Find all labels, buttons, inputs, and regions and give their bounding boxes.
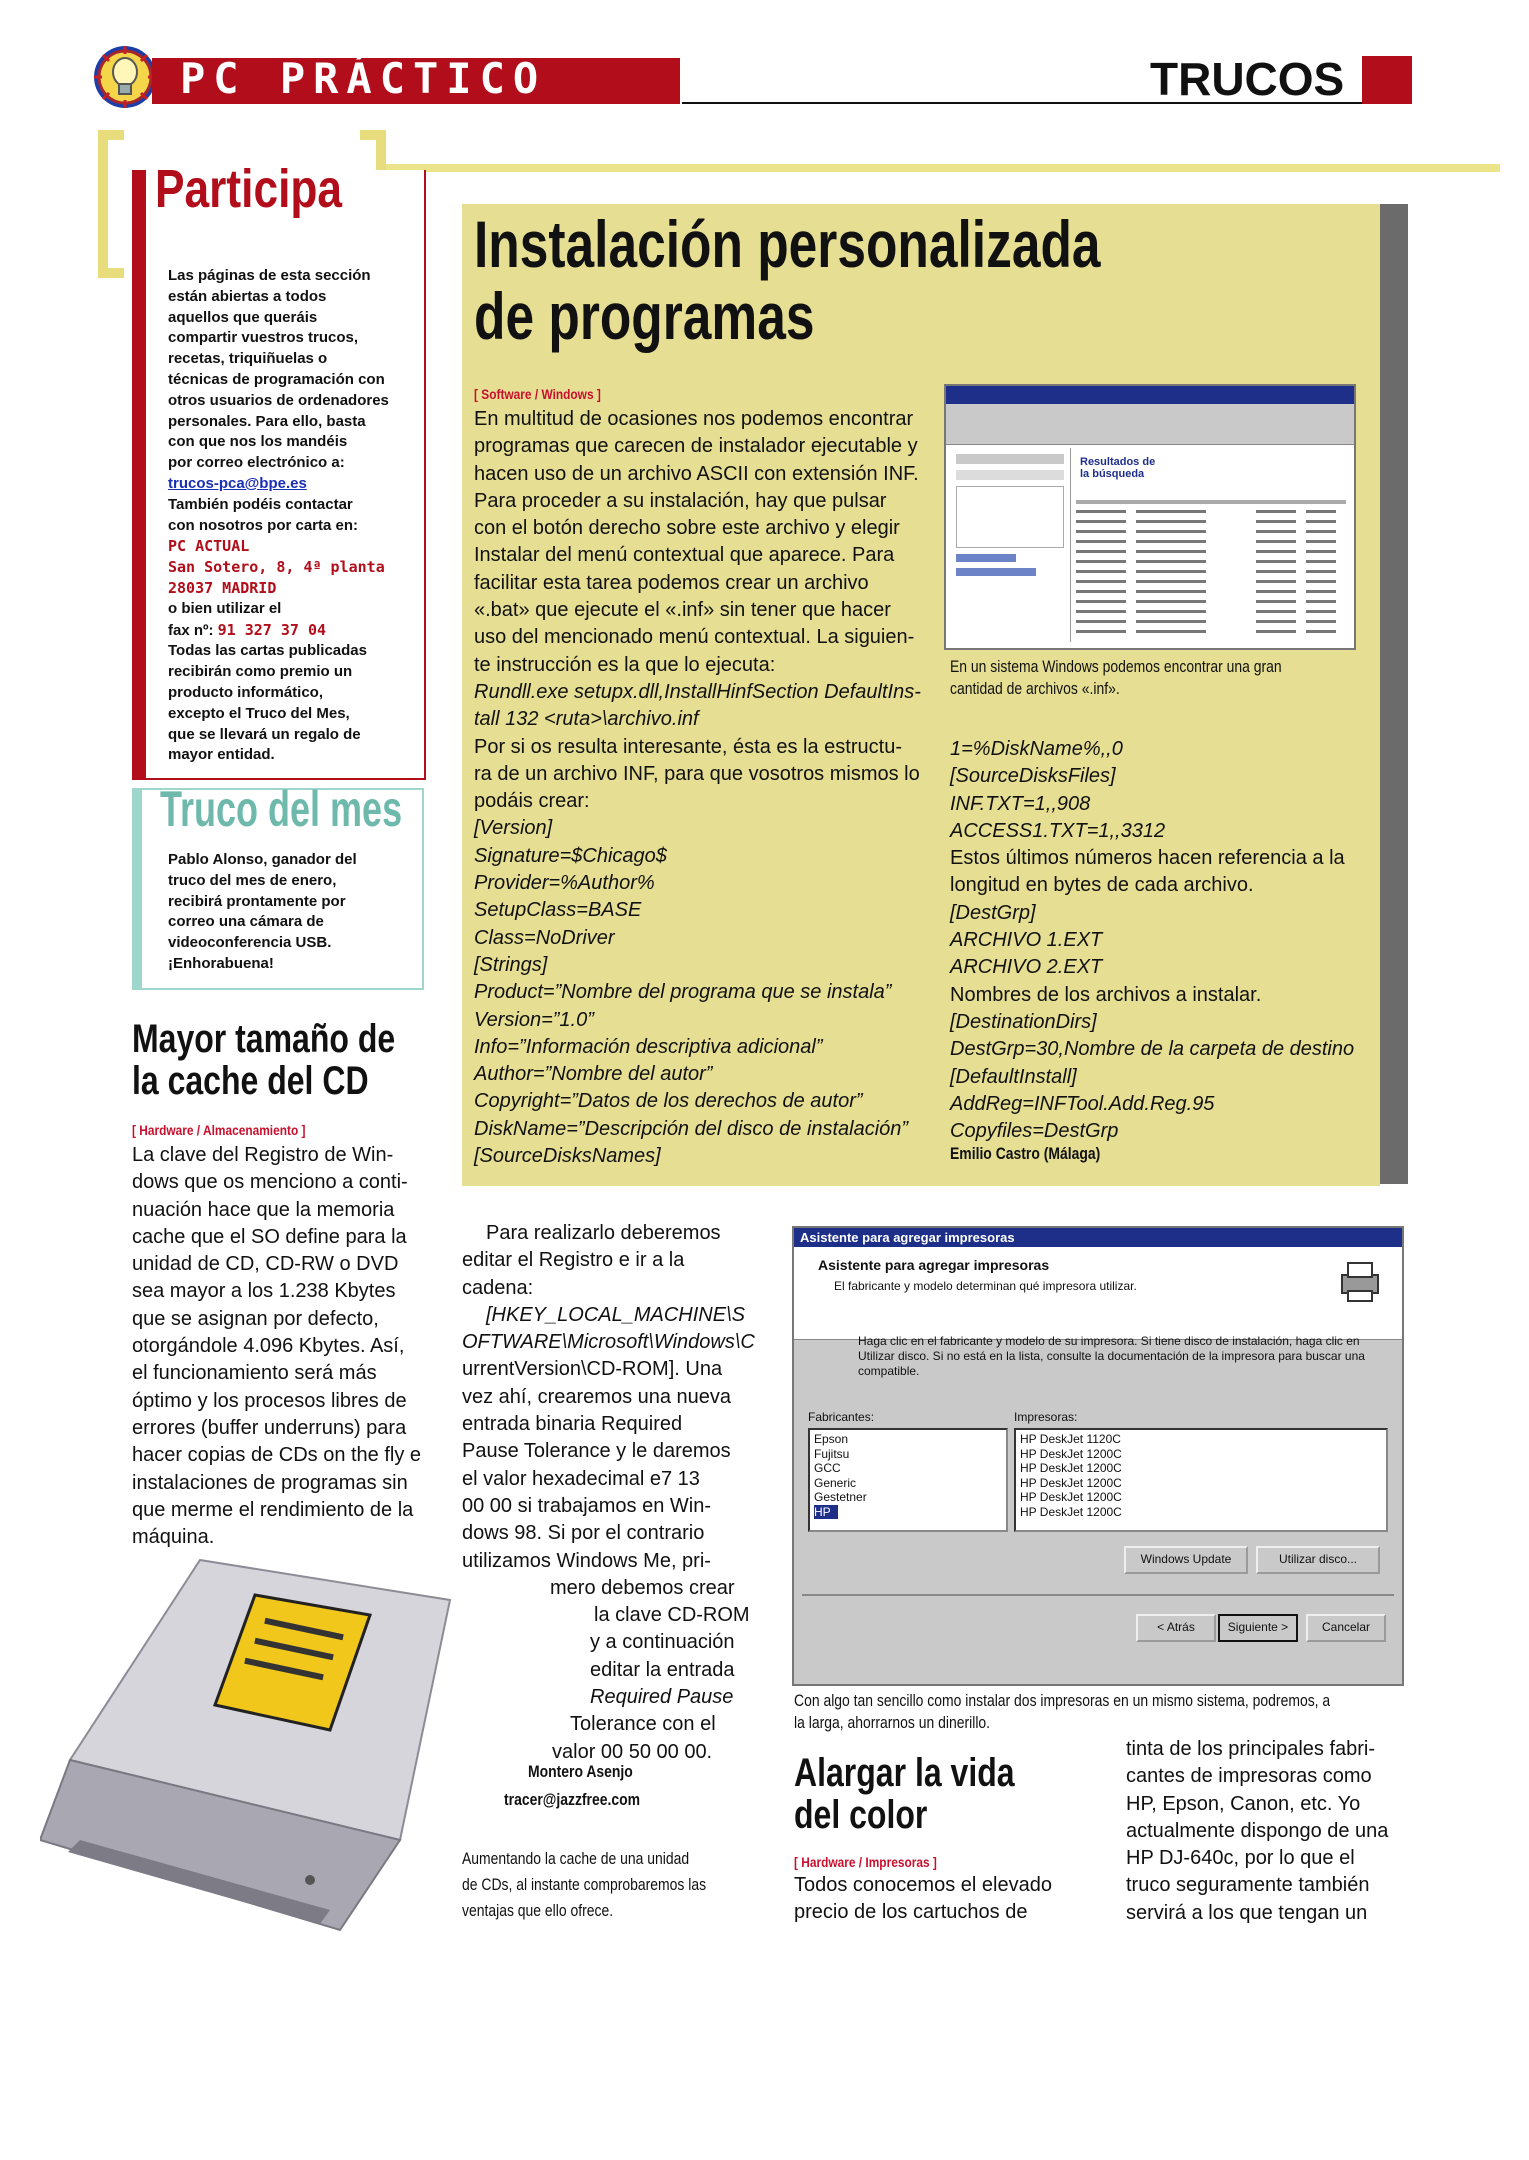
lightbulb-icon [92,44,158,110]
manufacturer-item[interactable]: Epson [814,1432,849,1446]
cache-article-kicker: [ Hardware / Almacenamiento ] [132,1122,306,1138]
screenshot-results-title: Resultados de la búsqueda [1080,456,1156,480]
color-article-title: Alargar la vida del color [794,1751,1015,1837]
feature-title: Instalación personalizada de programas [474,207,1101,353]
participa-bracket-left [98,130,124,278]
printers-list[interactable] [1014,1428,1388,1532]
cd-drive-image [40,1540,460,1940]
cache-article-title: Mayor tamaño de la cache del CD [132,1017,396,1103]
printer-item[interactable]: HP DeskJet 1200C [1020,1475,1122,1490]
manufacturers-label: Fabricantes: [808,1410,875,1424]
manufacturer-item[interactable]: Gestetner [814,1490,867,1504]
page-header [92,38,1422,108]
address-city: 28037 MADRID [168,578,277,597]
feature-author: Emilio Castro (Málaga) [950,1144,1101,1163]
color-article-body-right: tinta de los principales fabri- cantes de impresoras como HP, Epson, Canon, etc. Yo actualmente dispongo de una HP DJ-640c, por lo que el truco seguramente también servirá a los que tengan un [1126,1738,1389,1924]
printer-dialog-titlebar: Asistente para agregar impresoras [794,1228,1402,1247]
feature-left-column: En multitud de ocasiones nos podemos encontrar programas que carecen de instalador ejecutable y hacen uso de un archivo ASCII con extensión INF. Para proceder a su instalación, hay que pulsar con el botón derecho sobre este archivo y elegir Instalar del menú contextual que aparece. Para facilitar esta tarea podemos crear un archivo «.bat» que ejecute el «.inf» sin tener que hacer uso del mencionado menú contextual. La siguien- te instrucción es la que lo ejecuta: Rundll.exe setupx.dll,InstallHinfSection DefaultIns- tall 132 <ruta>\archivo.inf Por si os resulta interesante, ésta es la estructu- ra de un archivo INF, para que vosotros mismos lo podáis crear: [Version] Signature=$Chicago$ Provider=%Author% SetupClass=BASE Class=NoDriver [Strings] Product=”Nombre del programa que se instala” Version=”1.0” Info=”Información descriptiva adicional” Author=”Nombre del autor” Copyright=”Datos de los derechos de autor” DiskName=”Descripción del disco de instalación” [SourceDisksNames] [474,408,921,1168]
manufacturer-item[interactable]: Fujitsu [814,1446,850,1461]
truco-del-mes-text: Pablo Alonso, ganador del truco del mes de enero, recibirá prontamente por correo una cámara de videoconferencia USB. ¡Enhorabuena! [168,851,357,972]
printer-item[interactable]: HP DeskJet 1200C [1020,1490,1122,1504]
cache-article-continued: Para realizarlo deberemos editar el Registro e ir a la cadena: [HKEY_LOCAL_MACHINE\S OFTWARE\Microsoft\Windows\C urrentVersion\CD-ROM]. Una vez ahí, crearemos una nueva entrada binaria Required Pause Tolerance y le daremos el valor hexadecimal e7 13 00 00 si trabajamos en Win- dows 98. Si por el contrario utilizamos Windows Me, pri- mero debemos crear la clave CD-ROM y a continuación editar la entrada Required Pause Tolerance con el valor 00 50 00 00. [462,1222,755,1763]
category-title: TRUCOS [1150,53,1345,105]
printer-dialog-instruction: Haga clic en el fabricante y modelo de su impresora. Si tiene disco de instalación, haga clic en Utilizar disco. Si no está en la lista, consulte la documentación de la impresora para buscar una compatible. [858,1334,1365,1378]
windows-update-button[interactable]: Windows Update [1124,1546,1248,1574]
cancel-button[interactable]: Cancelar [1306,1614,1386,1642]
explorer-screenshot-caption: En un sistema Windows podemos encontrar una gran cantidad de archivos «.inf». [950,657,1282,698]
printer-item[interactable]: HP DeskJet 1200C [1020,1446,1122,1461]
address-company: PC ACTUAL [168,537,250,556]
printer-dialog-subheading: El fabricante y modelo determinan qué impresora utilizar. [834,1279,1137,1293]
printer-dialog-heading: Asistente para agregar impresoras [818,1257,1050,1273]
participa-email-link[interactable]: trucos-pca@bpe.es [168,474,307,492]
back-button[interactable]: < Atrás [1136,1614,1216,1642]
participa-text: Las páginas de esta sección están abiertas a todos aquellos que queráis compartir vuestros trucos, recetas, triquiñuelas o técnicas de programación con otros usuarios de ordenadores personales. Para ello, basta con que nos los mandéis por correo electrónico a: trucos-pca@bpe.es También podéis contactar con nosotros por carta en: PC ACTUAL San Sotero, 8, 4ª planta 28037 MADRID o bien utilizar el fax nº: 91 327 37 04 Todas las cartas publicadas recibirán como premio un producto informático, excepto el Truco del Mes, que se llevará un regalo de mayor entidad. [168,266,408,766]
printer-item[interactable]: HP DeskJet 1200C [1020,1461,1122,1475]
printer-dialog-screenshot [792,1226,1404,1686]
truco-del-mes-title: Truco del mes [160,781,403,837]
manufacturer-item[interactable]: GCC [814,1461,841,1475]
color-article-body: Todos conocemos el elevado precio de los cartuchos de [794,1874,1052,1924]
manufacturer-item[interactable]: Generic [814,1475,857,1490]
section-title: PC PRÁCTICO [180,54,547,103]
feature-kicker: [ Software / Windows ] [474,386,601,402]
color-article-kicker: [ Hardware / Impresoras ] [794,1854,937,1870]
cd-drive-caption: Aumentando la cache de una unidad de CDs, al instante comprobaremos las ventajas que ello ofrece. [462,1849,707,1920]
manufacturers-list[interactable] [808,1428,1008,1532]
participa-title: Participa [155,159,343,219]
printer-dialog-caption: Con algo tan sencillo como instalar dos impresoras en un mismo sistema, podremos, a la larga, ahorrarnos un dinerillo. [794,1691,1331,1732]
explorer-screenshot [944,384,1356,650]
have-disk-button[interactable]: Utilizar disco... [1256,1546,1380,1574]
printer-icon [1336,1257,1384,1305]
top-yellow-rule [380,164,1500,172]
manufacturer-item-selected[interactable]: HP [814,1505,838,1520]
address-street: San Sotero, 8, 4ª planta [168,558,385,577]
cache-article-author-email: tracer@jazzfree.com [504,1790,641,1809]
printer-item[interactable]: HP DeskJet 1200C [1020,1504,1122,1519]
printer-item[interactable]: HP DeskJet 1120C [1020,1432,1121,1446]
cache-article-body: La clave del Registro de Win- dows que os menciono a conti- nuación hace que la memoria cache que el SO define para la unidad de CD, CD-RW o DVD sea mayor a los 1.238 Kbytes que se asignan por defecto, otorgándole 4.096 Kbytes. Así, el funcionamiento será más óptimo y los procesos libres de errores (buffer underruns) para hacer copias de CDs on the fly e instalaciones de programas sin que merme el rendimiento de la máquina. [132,1144,422,1549]
feature-shadow [1380,204,1408,1184]
next-button[interactable]: Siguiente > [1218,1614,1298,1642]
category-red-block [1362,56,1412,104]
printers-label: Impresoras: [1014,1410,1078,1424]
fax-number: 91 327 37 04 [217,620,327,639]
feature-right-column: 1=%DiskName%,,0 [SourceDisksFiles] INF.TXT=1,,908 ACCESS1.TXT=1,,3312 Estos últimos números hacen referencia a la longitud en bytes de cada archivo. [DestGrp] ARCHIVO 1.EXT ARCHIVO 2.EXT Nombres de los archivos a instalar. [DestinationDirs] DestGrp=30,Nombre de la carpeta de destino [DefaultInstall] AddReg=INFTool.Add.Reg.95 Copyfiles=DestGrp [950,738,1355,1143]
cache-article-author: Montero Asenjo [528,1762,633,1781]
